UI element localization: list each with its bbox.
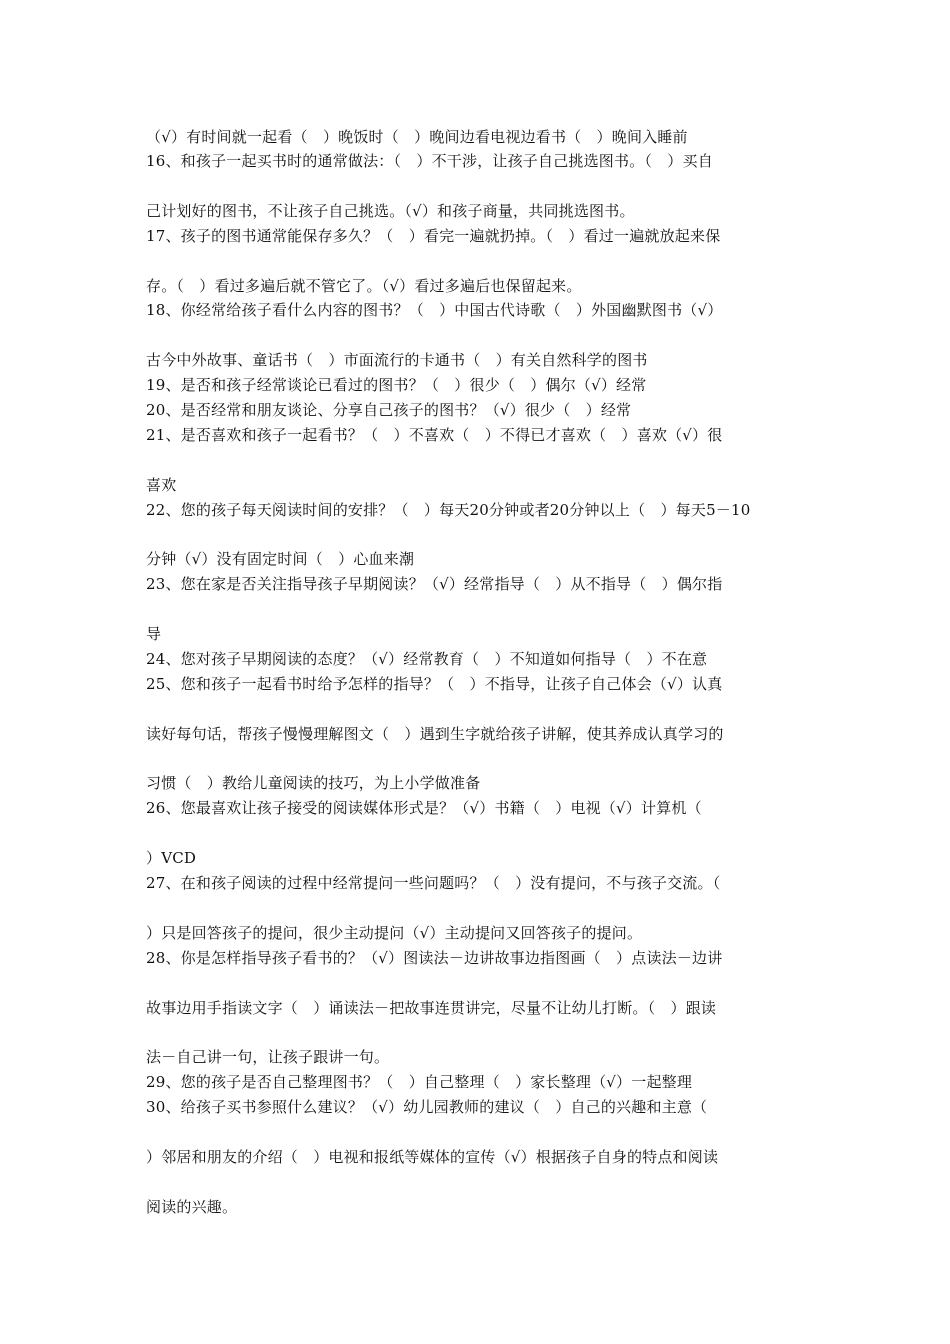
text-line: 阅读的兴趣。 <box>146 1198 238 1216</box>
text-line: 18、你经常给孩子看什么内容的图书？（ ）中国古代诗歌（ ）外国幽默图书（√） <box>146 301 723 319</box>
text-line: 己计划好的图书，不让孩子自己挑选。（√）和孩子商量，共同挑选图书。 <box>146 202 635 220</box>
text-line: ）邻居和朋友的介绍（ ）电视和报纸等媒体的宣传（√）根据孩子自身的特点和阅读 <box>146 1148 719 1166</box>
text-line: 28、你是怎样指导孩子看书的？（√）图读法－边讲故事边指图画（ ）点读法－边讲 <box>146 949 723 967</box>
text-line: 23、您在家是否关注指导孩子早期阅读？（√）经常指导（ ）从不指导（ ）偶尔指 <box>146 575 723 593</box>
text-line: ）VCD <box>146 849 197 867</box>
text-line: 24、您对孩子早期阅读的态度？（√）经常教育（ ）不知道如何指导（ ）不在意 <box>146 650 708 668</box>
text-line: 29、您的孩子是否自己整理图书？（ ）自己整理（ ）家长整理（√）一起整理 <box>146 1073 693 1091</box>
text-line: 22、您的孩子每天阅读时间的安排？（ ）每天20分钟或者20分钟以上（ ）每天5－10 <box>146 501 751 519</box>
text-line: 26、您最喜欢让孩子接受的阅读媒体形式是？（√）书籍（ ）电视（√）计算机（ <box>146 799 702 817</box>
text-line: 30、给孩子买书参照什么建议？（√）幼儿园教师的建议（ ）自己的兴趣和主意（ <box>146 1098 708 1116</box>
text-line: 导 <box>146 625 162 643</box>
text-line: （√）有时间就一起看（ ）晚饭时（ ）晚间边看电视边看书（ ）晚间入睡前 <box>146 128 688 146</box>
text-line: 17、孩子的图书通常能保存多久？（ ）看完一遍就扔掉。（ ）看过一遍就放起来保 <box>146 227 721 245</box>
text-line: 25、您和孩子一起看书时给予怎样的指导？（ ）不指导，让孩子自己体会（√）认真 <box>146 675 723 693</box>
text-line: 法－自己讲一句，让孩子跟讲一句。 <box>146 1048 390 1066</box>
text-line: ）只是回答孩子的提问，很少主动提问（√）主动提问又回答孩子的提问。 <box>146 924 643 942</box>
text-line: 喜欢 <box>146 476 177 494</box>
text-line: 故事边用手指读文字（ ）诵读法－把故事连贯讲完，尽量不让幼儿打断。（ ）跟读 <box>146 999 717 1017</box>
text-line: 21、是否喜欢和孩子一起看书？（ ）不喜欢（ ）不得已才喜欢（ ）喜欢（√）很 <box>146 426 723 444</box>
text-line: 27、在和孩子阅读的过程中经常提问一些问题吗？（ ）没有提问，不与孩子交流。（ <box>146 874 721 892</box>
text-line: 存。（ ）看过多遍后就不管它了。（√）看过多遍后也保留起来。 <box>146 277 582 295</box>
text-line: 19、是否和孩子经常谈论已看过的图书？（ ）很少（ ）偶尔（√）经常 <box>146 376 647 394</box>
text-line: 习惯（ ）教给儿童阅读的技巧，为上小学做准备 <box>146 774 481 792</box>
text-line: 16、和孩子一起买书时的通常做法：（ ）不干涉，让孩子自己挑选图书。（ ）买自 <box>146 152 713 170</box>
text-line: 20、是否经常和朋友谈论、分享自己孩子的图书？（√）很少（ ）经常 <box>146 401 632 419</box>
text-line: 分钟（√）没有固定时间（ ）心血来潮 <box>146 550 415 568</box>
text-line: 读好每句话，帮孩子慢慢理解图文（ ）遇到生字就给孩子讲解，使其养成认真学习的 <box>146 725 724 743</box>
text-line: 古今中外故事、童话书（ ）市面流行的卡通书（ ）有关自然科学的图书 <box>146 351 648 369</box>
